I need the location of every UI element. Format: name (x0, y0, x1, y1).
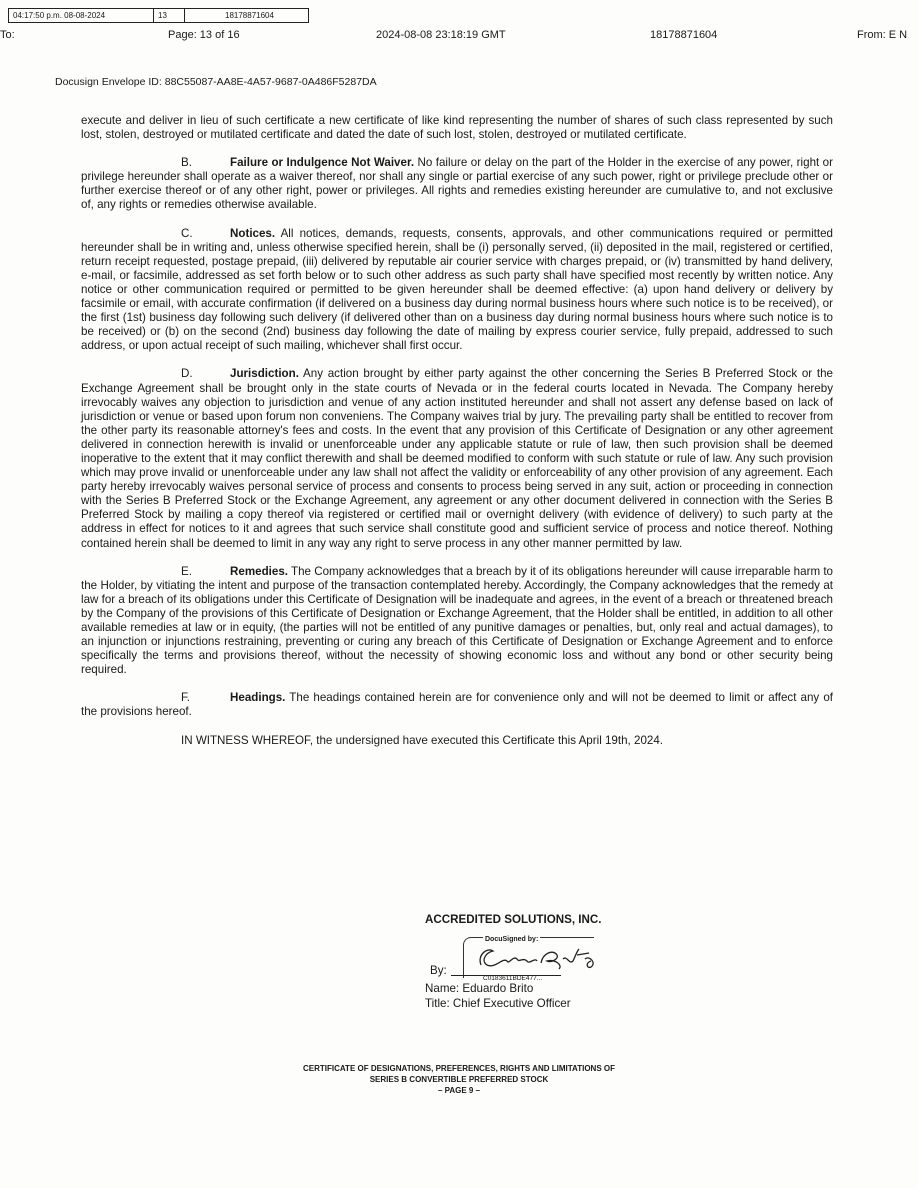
footer-line-2: SERIES B CONVERTIBLE PREFERRED STOCK (369, 1075, 549, 1084)
fax-timestamp: 2024-08-08 23:18:19 GMT (376, 29, 506, 41)
section-text: No failure or delay on the part of the Holder in the exercise of any power, right or privilege hereunder shall operate as a waiver thereof, nor shall any single or partial exercise of any such power, right or privilege preclude other or further exercise thereof or of any other right, power or privileges. All rights and remedies existing hereunder are cumulative to, and not exclusive of, any rights or remedies otherwise available. (81, 156, 833, 212)
fax-from: From: E N (857, 29, 908, 41)
section-letter: D. (181, 367, 193, 381)
docusign-id: C0183611BDE477... (483, 975, 543, 982)
section-letter: B. (181, 156, 192, 170)
witness-statement: IN WITNESS WHEREOF, the undersigned have executed this Certificate this April 19th, 2024. (181, 733, 664, 747)
section-heading: Notices. (230, 226, 276, 240)
fax-page: Page: 13 of 16 (168, 29, 240, 41)
fax-header-number: 18178871604 (650, 29, 718, 41)
signer-title: Title: Chief Executive Officer (425, 997, 571, 1010)
footer-page-number: – PAGE 9 – (437, 1086, 481, 1095)
intro-paragraph: execute and deliver in lieu of such certificate a new certificate of like kind representing the number of shares of such class represented by such lost, stolen, destroyed or mutilated certificate and dated the date of such lost, stolen, destroyed or mutilated certificate. (81, 114, 833, 142)
document-footer (0, 1063, 918, 1096)
by-label: By: (430, 964, 447, 977)
section-text: The headings contained herein are for convenience only and will not be deemed to limit or affect any of the provisions hereof. (81, 691, 833, 719)
section-d (81, 367, 833, 550)
signature-line (451, 975, 561, 976)
section-c (81, 227, 833, 354)
fax-to: To: (0, 29, 15, 41)
handwritten-signature (473, 941, 613, 975)
signature-row (425, 937, 602, 981)
section-f (81, 691, 833, 719)
signer-name: Name: Eduardo Brito (425, 982, 534, 995)
section-b (81, 156, 833, 212)
docusigned-label: DocuSigned by: (483, 932, 540, 947)
section-letter: E. (181, 564, 192, 578)
section-heading: Headings. (230, 691, 286, 705)
fax-header (0, 29, 918, 43)
fax-stamp (8, 8, 309, 23)
section-text: All notices, demands, requests, consents, approvals, and other communications required or permitted hereunder shall be in writing and, unless otherwise specified herein, shall be (i) personally served, (ii) deposited in the mail, registered or certified, return receipt requested, postage prepaid, (iii) delivered by reputable air courier service with charges prepaid, or (iv) transmitted by hand delivery, e-mail, or facsimile, addressed as set forth below or to such other address as such party shall have specified most recently by written notice. Any notice or other communication required or permitted to be given hereunder shall be deemed effective: (a) upon hand delivery or delivery by facsimile or email, with accurate confirmation (if delivered on a business day during normal business hours where such notice is to be received), or the first (1st) business day following such delivery (if delivered other than on a business day during normal business hours where such notice is to be received) or (b) on the second (2nd) business day following the date of mailing by express courier service, fully prepaid, addressed to such address, or upon actual receipt of such mailing, whichever shall first occur. (81, 226, 833, 353)
docusign-envelope-id: Docusign Envelope ID: 88C55087-AA8E-4A57-9687-0A486F5287DA (55, 76, 377, 88)
signature-block (425, 912, 602, 1011)
section-text: The Company acknowledges that a breach by it of its obligations hereunder will cause irreparable harm to the Holder, by vitiating the intent and purpose of the transaction contemplated hereby. Accordingly, the Company acknowledges that the remedy at law for a breach of its obligations under this Certificate of Designation will be inadequate and agrees, in the event of a breach or threatened breach by the Company of the provisions of this Certificate of Designation or Exchange Agreement, that the Holder shall be entitled, in addition to all other available remedies at law or in equity, (the parties will not be entitled of any punitive damages or penalties, but, only real and actual damages), to an injunction or injunctions restraining, preventing or curing any breach of this Certificate of Designation or Exchange Agreement and to enforce specifically the terms and provisions thereof, without the necessity of showing economic loss and without any bond or other security being required. (81, 564, 833, 677)
footer-line-1: CERTIFICATE OF DESIGNATIONS, PREFERENCES, RIGHTS AND LIMITATIONS OF (302, 1064, 615, 1073)
section-heading: Remedies. (230, 564, 288, 578)
section-letter: C. (181, 226, 193, 240)
section-e (81, 565, 833, 678)
company-name: ACCREDITED SOLUTIONS, INC. (425, 913, 602, 926)
fax-number: 18178871604 (225, 11, 274, 20)
fax-page-count: 13 (154, 9, 185, 22)
document-body (81, 114, 833, 762)
section-heading: Failure or Indulgence Not Waiver. (230, 156, 415, 170)
section-heading: Jurisdiction. (230, 367, 299, 381)
fax-time: 04:17:50 p.m. 08-08-2024 (9, 9, 154, 22)
section-letter: F. (181, 691, 191, 705)
section-text: Any action brought by either party against the other concerning the Series B Preferred Stock or the Exchange Agreement shall be brought only in the state courts of Nevada or in the federal courts located in Nevada. The Company hereby irrevocably waives any objection to jurisdiction and venue of any action instituted hereunder and shall not assert any defense based on lack of jurisdiction or venue or based upon forum non conveniens. The Company waives trial by jury. The prevailing party shall be entitled to recover from the other party its reasonable attorney's fees and costs. In the event that any provision of this Certificate of Designation or any other agreement delivered in connection herewith is invalid or unenforceable under any applicable statute or rule of law, then such provision shall be deemed inoperative to the extent that it may conflict therewith and shall be deemed modified to conform with such statute or rule of law. Any such provision which may prove invalid or unenforceable under any law shall not affect the validity or enforceability of any other provision of any agreement. Each party hereby irrevocably waives personal service of process and consents to process being served in any suit, action or proceeding in connection with the Series B Preferred Stock or the Exchange Agreement, any agreement or any other document delivered in connection with the Series B Preferred Stock by mailing a copy thereof via registered or certified mail or overnight delivery (with evidence of delivery) to such party at the address in effect for notices to it and agrees that such service shall constitute good and sufficient service of process and notice thereof. Nothing contained herein shall be deemed to limit in any way any right to serve process in any other manner permitted by law. (81, 367, 833, 550)
